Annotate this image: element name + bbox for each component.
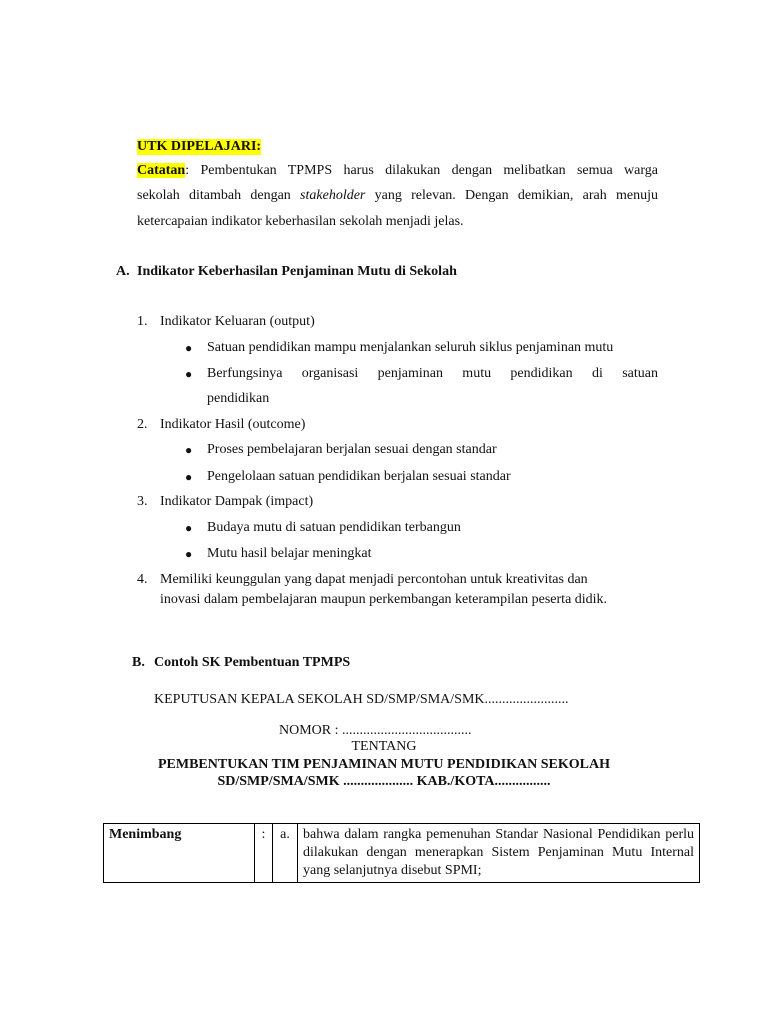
list-item: Budaya mutu di satuan pendidikan terbangun — [207, 520, 461, 535]
bullet-icon: ● — [185, 341, 193, 355]
decree-title: KEPUTUSAN KEPALA SEKOLAH SD/SMP/SMA/SMK........................ — [154, 692, 569, 707]
section-b-title: Contoh SK Pembentuan TPMPS — [154, 655, 351, 670]
note-label: Catatan — [137, 163, 186, 178]
decree-about: TENTANG — [351, 739, 417, 754]
decree-number: NOMOR : ..................................... — [279, 723, 472, 738]
note-line-2 — [137, 188, 658, 204]
list-item: Satuan pendidikan mampu menjalankan seluruh siklus penjaminan mutu — [207, 340, 614, 355]
table-row — [104, 824, 700, 883]
note-line-1-text: : Pembentukan TPMPS harus dilakukan dengan melibatkan semua warga — [185, 163, 658, 178]
list-item-continuation: pendidikan — [207, 391, 270, 406]
item-2-label: Indikator Hasil (outcome) — [160, 417, 306, 432]
note-line-1 — [137, 163, 658, 179]
bullet-icon: ● — [185, 521, 193, 535]
table-colon-cell: : — [255, 824, 273, 883]
item-3-number: 3. — [137, 494, 148, 509]
note-heading: UTK DIPELAJARI: — [137, 139, 262, 154]
decree-subject-line-2: SD/SMP/SMA/SMK .................... KAB./KOTA................ — [217, 774, 551, 789]
section-a-marker: A. — [116, 264, 130, 279]
bullet-icon: ● — [185, 443, 193, 457]
item-2-number: 2. — [137, 417, 148, 432]
table-label-cell: Menimbang — [104, 824, 255, 883]
bullet-icon: ● — [185, 367, 193, 381]
list-item: Mutu hasil belajar meningkat — [207, 546, 372, 561]
item-4-number: 4. — [137, 572, 148, 587]
bullet-icon: ● — [185, 547, 193, 561]
bullet-icon: ● — [185, 470, 193, 484]
note-line-2-post: yang relevan. Dengan demikian, arah menuju — [365, 188, 658, 203]
decree-subject-line-1: PEMBENTUKAN TIM PENJAMINAN MUTU PENDIDIKAN SEKOLAH — [157, 757, 611, 772]
item-3-label: Indikator Dampak (impact) — [160, 494, 314, 509]
list-item: Pengelolaan satuan pendidikan berjalan sesuai standar — [207, 469, 511, 484]
note-line-2-pre: sekolah ditambah dengan — [137, 188, 301, 203]
item-4-line-2: inovasi dalam pembelajaran maupun perkembangan keterampilan peserta didik. — [160, 592, 608, 607]
item-1-number: 1. — [137, 314, 148, 329]
section-b-marker: B. — [132, 655, 145, 670]
considering-table — [103, 823, 700, 883]
item-4-line-1: Memiliki keunggulan yang dapat menjadi percontohan untuk kreativitas dan — [160, 572, 588, 587]
table-reason-cell: bahwa dalam rangka pemenuhan Standar Nasional Pendidikan perlu dilakukan dengan menerapkan Sistem Penjaminan Mutu Internal yang selanjutnya disebut SPMI; — [298, 824, 700, 883]
note-line-3: ketercapaian indikator keberhasilan sekolah menjadi jelas. — [137, 214, 464, 229]
list-item: Berfungsinya organisasi penjaminan mutu pendidikan di satuan — [207, 366, 658, 381]
table-letter-cell: a. — [273, 824, 298, 883]
section-a-title: Indikator Keberhasilan Penjaminan Mutu di Sekolah — [137, 264, 457, 279]
note-line-2-italic: stakeholder — [300, 188, 366, 203]
list-item: Proses pembelajaran berjalan sesuai dengan standar — [207, 442, 497, 457]
item-1-label: Indikator Keluaran (output) — [160, 314, 315, 329]
